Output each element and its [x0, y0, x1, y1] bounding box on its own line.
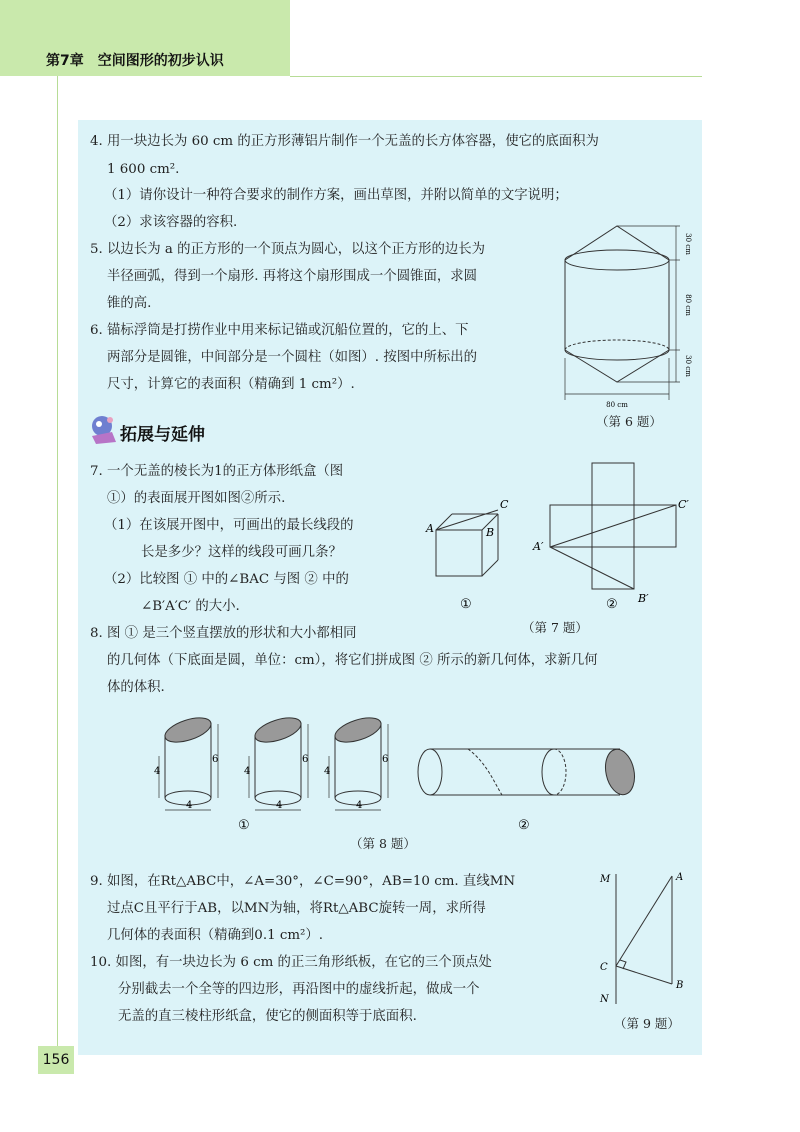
page-number: 156 [38, 1046, 74, 1074]
problem-6-line-2: 两部分是圆锥，中间部分是一个圆柱（如图）. 按图中所标出的 [107, 350, 478, 365]
problem-10-line-2: 分别截去一个全等的四边形，再沿图中的虚线折起，做成一个 [118, 982, 480, 997]
problem-4-line-1: 4. 用一块边长为 60 cm 的正方形薄铝片制作一个无盖的长方体容器，使它的底面积为 [90, 134, 599, 149]
fig8-label-2: ② [518, 818, 530, 833]
extension-mascot-icon [88, 412, 120, 446]
problem-9-line-3: 几何体的表面积（精确到0.1 cm²）. [107, 928, 324, 943]
problem-9-line-1: 9. 如图，在Rt△ABC中，∠A=30°，∠C=90°，AB=10 cm. 直线MN [90, 874, 516, 889]
fig7-label-2: ② [606, 597, 618, 612]
fig7-point-c: C [500, 498, 509, 511]
figure-7-cube-and-net [420, 458, 700, 628]
figure-9-caption: （第 9 题） [614, 1016, 680, 1031]
section-title: 拓展与延伸 [120, 425, 205, 445]
problem-10-line-3: 无盖的直三棱柱形纸盒，使它的侧面积等于底面积. [118, 1009, 417, 1024]
fig7-point-b-prime: B′ [638, 592, 649, 605]
problem-4-part-2: （2）求该容器的容积. [104, 215, 238, 230]
fig8-dim-4-b: 4 [186, 800, 193, 811]
dim-diameter: 80 cm [606, 401, 628, 409]
figure-9-triangle [592, 866, 692, 1012]
problem-5-line-2: 半径画弧，得到一个扇形. 再将这个扇形围成一个圆锥面，求圆 [107, 269, 478, 284]
fig8-dim-4-c: 4 [244, 766, 251, 777]
problem-6-line-3: 尺寸，计算它的表面积（精确到 1 cm²）. [107, 377, 355, 392]
chapter-header-band [0, 0, 290, 76]
fig7-point-a-prime: A′ [533, 540, 544, 553]
problem-7-part-2-cont: ∠B′A′C′ 的大小. [141, 599, 240, 614]
dim-cylinder-height: 80 cm [684, 294, 692, 316]
chapter-title: 第7章 空间图形的初步认识 [46, 53, 224, 69]
fig9-point-b: B [676, 980, 684, 991]
figure-6-buoy [555, 222, 695, 412]
fig7-point-a: A [426, 522, 434, 535]
figure-7-caption: （第 7 题） [522, 620, 588, 635]
fig8-dim-6-a: 6 [212, 754, 219, 765]
fig8-dim-6-b: 6 [302, 754, 309, 765]
problem-4-part-1: （1）请你设计一种符合要求的制作方案，画出草图，并附以简单的文字说明； [104, 188, 568, 203]
problem-6-line-1: 6. 锚标浮筒是打捞作业中用来标记锚或沉船位置的，它的上、下 [90, 323, 469, 338]
problem-7-line-2: ①）的表面展开图如图②所示. [107, 491, 286, 506]
fig8-dim-4-f: 4 [356, 800, 363, 811]
fig9-point-c: C [600, 962, 608, 973]
problem-5-line-1: 5. 以边长为 a 的正方形的一个顶点为圆心，以这个正方形的边长为 [90, 242, 486, 257]
fig8-dim-4-e: 4 [324, 766, 331, 777]
fig9-point-a: A [676, 872, 684, 883]
fig8-dim-6-c: 6 [382, 754, 389, 765]
fig8-dim-4-a: 4 [154, 766, 161, 777]
dim-top-cone: 30 cm [684, 233, 692, 255]
fig9-point-n: N [600, 994, 609, 1005]
problem-10-line-1: 10. 如图，有一块边长为 6 cm 的正三角形纸板，在它的三个顶点处 [90, 955, 492, 970]
problem-7-line-1: 7. 一个无盖的棱长为1的正方体形纸盒（图 [90, 464, 344, 479]
figure-8-cut-cylinders [150, 712, 650, 842]
problem-5-line-3: 锥的高. [107, 296, 152, 311]
fig7-label-1: ① [460, 597, 472, 612]
problem-7-part-1-cont: 长是多少？这样的线段可画几条？ [141, 545, 342, 560]
margin-rule [57, 76, 58, 1046]
fig8-dim-4-d: 4 [276, 800, 283, 811]
problem-7-part-1: （1）在该展开图中，可画出的最长线段的 [104, 518, 354, 533]
fig7-point-c-prime: C′ [678, 498, 689, 511]
problem-8-line-1: 8. 图 ① 是三个竖直摆放的形状和大小都相同 [90, 626, 357, 641]
problem-9-line-2: 过点C且平行于AB，以MN为轴，将Rt△ABC旋转一周，求所得 [107, 901, 486, 916]
problem-8-line-3: 体的体积. [107, 680, 165, 695]
figure-8-caption: （第 8 题） [350, 836, 416, 851]
fig8-label-1: ① [238, 818, 250, 833]
fig7-point-b: B [486, 526, 495, 539]
problem-7-part-2: （2）比较图 ① 中的∠BAC 与图 ② 中的 [104, 572, 349, 587]
header-rule [290, 76, 702, 77]
problem-8-line-2: 的几何体（下底面是圆，单位：cm），将它们拼成图 ② 所示的新几何体，求新几何 [107, 653, 598, 668]
dim-bottom-cone: 30 cm [684, 355, 692, 377]
figure-6-caption: （第 6 题） [596, 414, 662, 429]
problem-4-line-2: 1 600 cm². [107, 162, 180, 177]
fig9-point-m: M [600, 874, 611, 885]
